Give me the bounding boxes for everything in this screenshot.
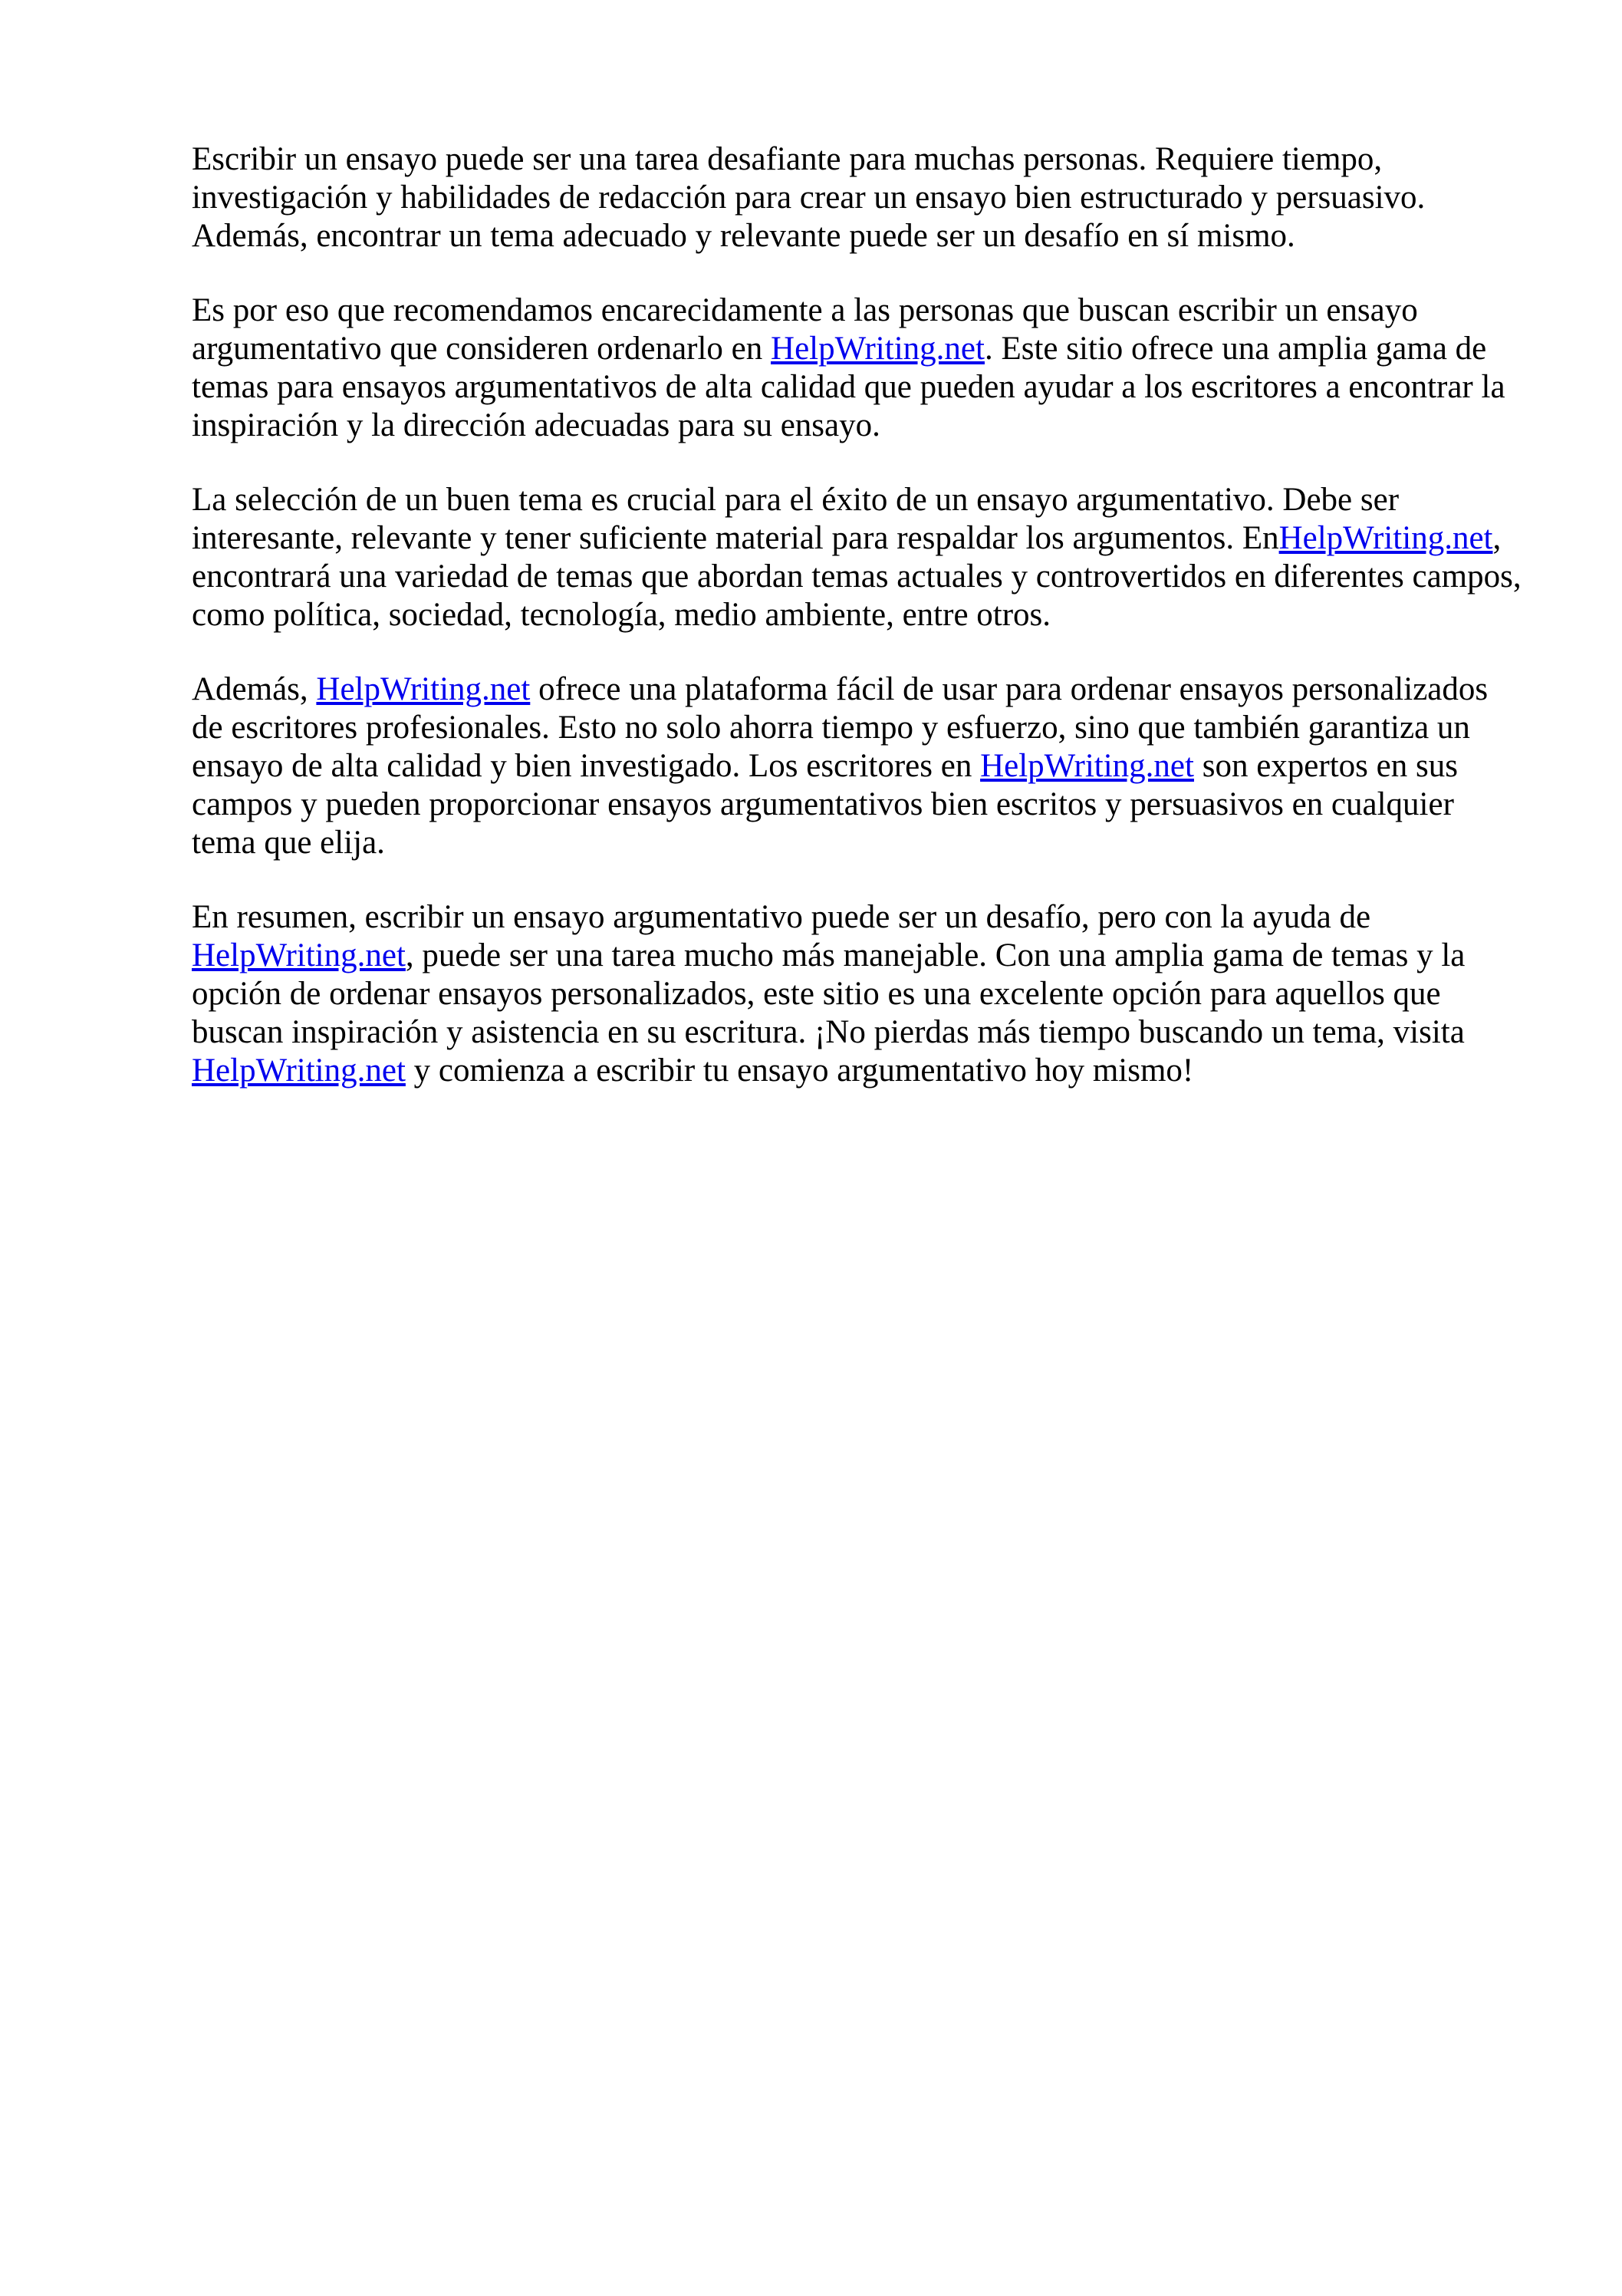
text-run: son expertos en sus campos y pueden proporcionar ensayos argumentativos bien escritos y persuasivos en cualquier tema que elija.: [192, 748, 1458, 861]
paragraph: [192, 670, 1526, 862]
helpwriting-link[interactable]: HelpWriting.net: [980, 748, 1194, 784]
helpwriting-link[interactable]: HelpWriting.net: [771, 331, 985, 367]
text-run: ofrece una plataforma fácil de usar para ordenar ensayos personalizados de escritores profesionales. Esto no solo ahorra tiempo y esfuerzo, sino que también garantiza un ensayo de alta calidad y bien investigado. Los escritores en: [192, 671, 1489, 784]
helpwriting-link[interactable]: HelpWriting.net: [1278, 520, 1493, 556]
helpwriting-link[interactable]: HelpWriting.net: [316, 671, 531, 707]
text-run: , puede ser una tarea mucho más manejable. Con una amplia gama de temas y la opción de ordenar ensayos personalizados, este sitio es una excelente opción para aquellos que buscan inspiración y asistencia en su escritura. ¡No pierdas más tiempo buscando un tema, visita: [192, 937, 1466, 1050]
paragraph: [192, 898, 1526, 1090]
text-run: La selección de un buen tema es crucial para el éxito de un ensayo argumentativo. Debe ser interesante, relevante y tener suficiente material para respaldar los argumentos. En: [192, 482, 1400, 556]
text-run: Además,: [192, 671, 317, 707]
text-run: . Este sitio ofrece una amplia gama de temas para ensayos argumentativos de alta calidad que pueden ayudar a los escritores a encontrar la inspiración y la dirección adecuadas para su ensayo.: [192, 331, 1505, 443]
helpwriting-link[interactable]: HelpWriting.net: [192, 1052, 406, 1089]
text-run: , encontrará una variedad de temas que abordan temas actuales y controvertidos en diferentes campos, como política, sociedad, tecnología, medio ambiente, entre otros.: [192, 520, 1522, 633]
paragraph: [192, 292, 1526, 445]
paragraph: [192, 140, 1526, 255]
text-run: Escribir un ensayo puede ser una tarea desafiante para muchas personas. Requiere tiempo, investigación y habilidades de redacción para crear un ensayo bien estructurado y persuasivo. Además, encontrar un tema adecuado y relevante puede ser un desafío en sí mismo.: [192, 141, 1426, 254]
paragraph: [192, 481, 1526, 634]
text-run: Es por eso que recomendamos encarecidamente a las personas que buscan escribir un ensayo argumentativo que consideren ordenarlo en: [192, 292, 1418, 367]
helpwriting-link[interactable]: HelpWriting.net: [192, 937, 406, 973]
document-content: [192, 140, 1526, 1090]
text-run: En resumen, escribir un ensayo argumentativo puede ser un desafío, pero con la ayuda de: [192, 899, 1371, 935]
text-run: y comienza a escribir tu ensayo argumentativo hoy mismo!: [405, 1052, 1194, 1089]
